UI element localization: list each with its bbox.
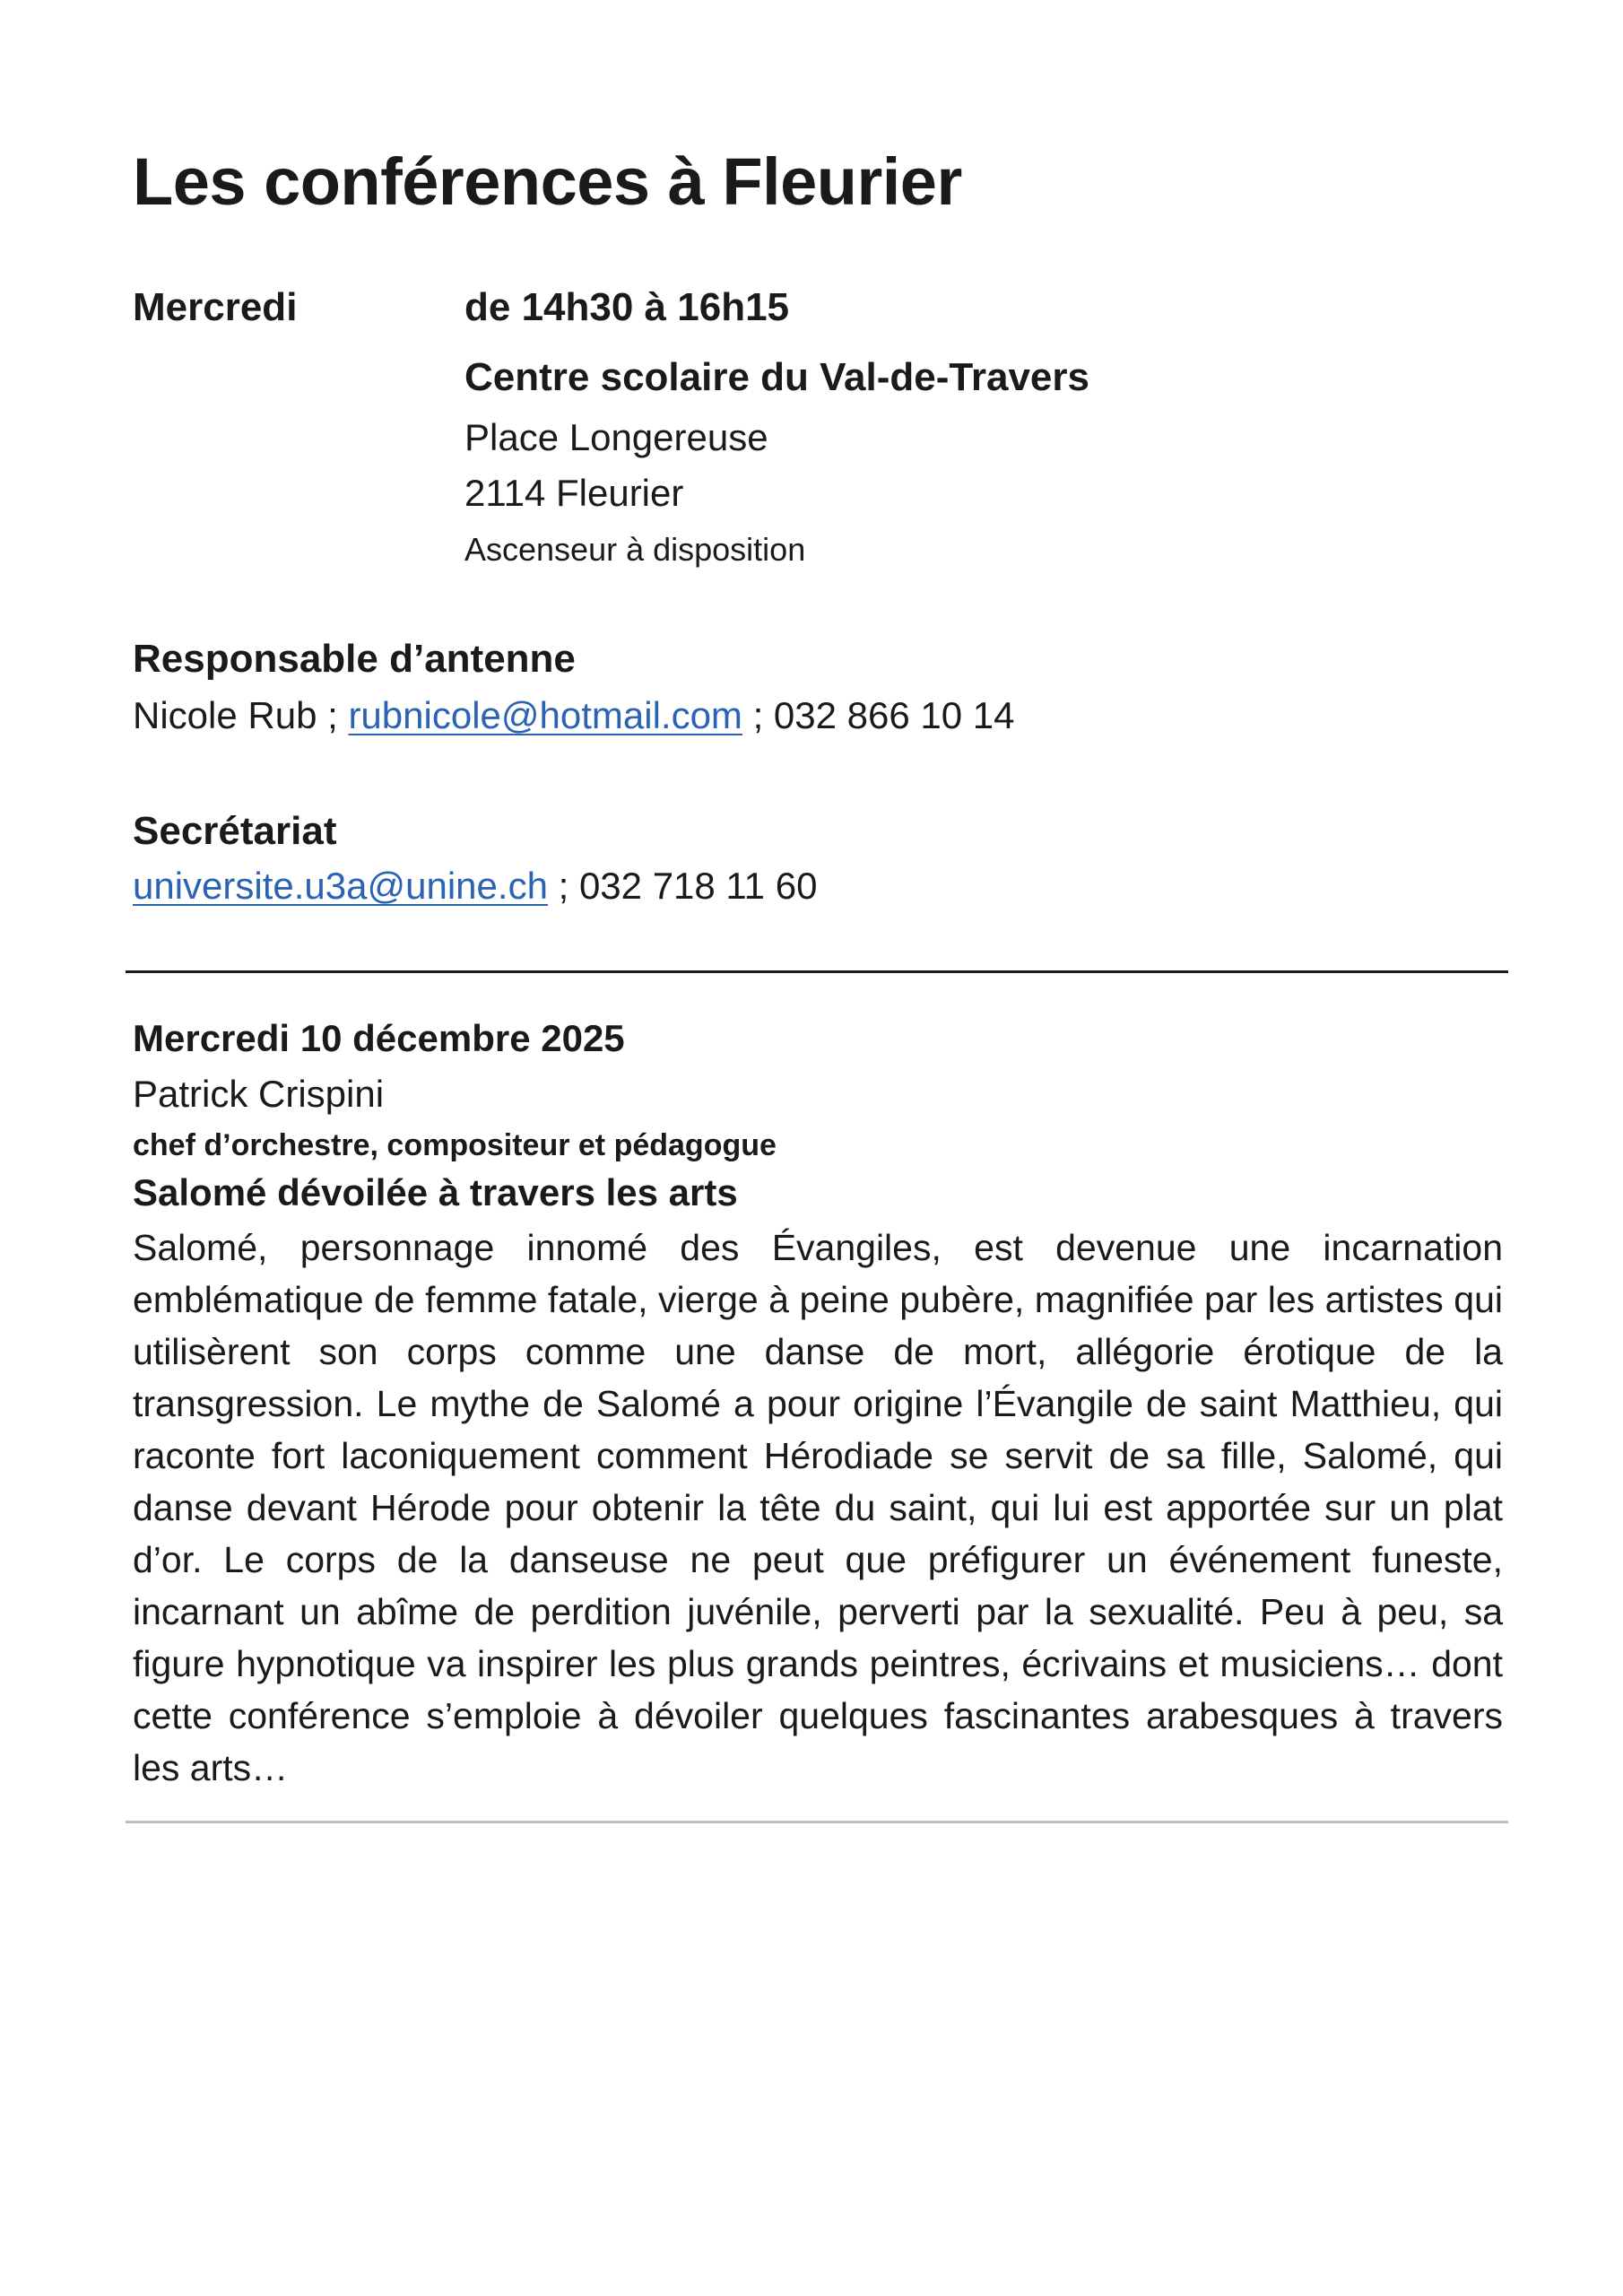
- secretariat-heading: Secrétariat: [133, 809, 337, 853]
- schedule-time: de 14h30 à 16h15: [464, 285, 790, 329]
- section-divider: [126, 970, 1508, 973]
- responsible-email-link[interactable]: rubnicole@hotmail.com: [348, 694, 742, 736]
- secretariat-phone: ; 032 718 11 60: [558, 865, 818, 907]
- secretariat-email-link[interactable]: universite.u3a@unine.ch: [133, 865, 548, 907]
- talk-title: Salomé dévoilée à travers les arts: [133, 1171, 738, 1213]
- talk-description: Salomé, personnage innomé des Évangiles, est devenue une incarnation emblématique de femme fatale, vierge à peine pubère, magnifiée par les artistes qui utilisèrent son corps comme une danse de mort, allégorie érotique de la transgression. Le mythe de Salomé a pour origine l’Évangile de saint Matthieu, qui raconte fort laconiquement comment Hérodiade se servit de sa fille, Salomé, qui danse devant Hérode pour obtenir la tête du saint, qui lui est apportée sur un plat d’or. Le corps de la danseuse ne peut que préfigurer un événement funeste, incarnant un abîme de perdition juvénile, perverti par la sexualité. Peu à peu, sa figure hypnotique va inspirer les plus grands peintres, écrivains et musiciens… dont cette conférence s’emploie à dévoiler quelques fascinantes arabesques à travers les arts…: [133, 1227, 1503, 1788]
- speaker-name: Patrick Crispini: [133, 1073, 385, 1115]
- conference-date: Mercredi 10 décembre 2025: [133, 1017, 625, 1059]
- responsible-heading: Responsable d’antenne: [133, 637, 576, 681]
- responsible-phone: ; 032 866 10 14: [752, 694, 1015, 736]
- venue-name: Centre scolaire du Val-de-Travers: [464, 355, 1089, 399]
- speaker-role: chef d’orchestre, compositeur et pédagogue: [133, 1128, 777, 1162]
- responsible-name: Nicole Rub ;: [133, 694, 338, 736]
- accessibility-note: Ascenseur à disposition: [464, 531, 806, 568]
- responsible-contact-line: [133, 694, 1015, 737]
- address-city: 2114 Fleurier: [464, 472, 684, 514]
- bottom-divider: [126, 1821, 1508, 1823]
- secretariat-contact-line: [133, 865, 817, 908]
- schedule-day: Mercredi: [133, 285, 298, 329]
- page-title: Les conférences à Fleurier: [133, 144, 962, 219]
- address-street: Place Longereuse: [464, 416, 768, 458]
